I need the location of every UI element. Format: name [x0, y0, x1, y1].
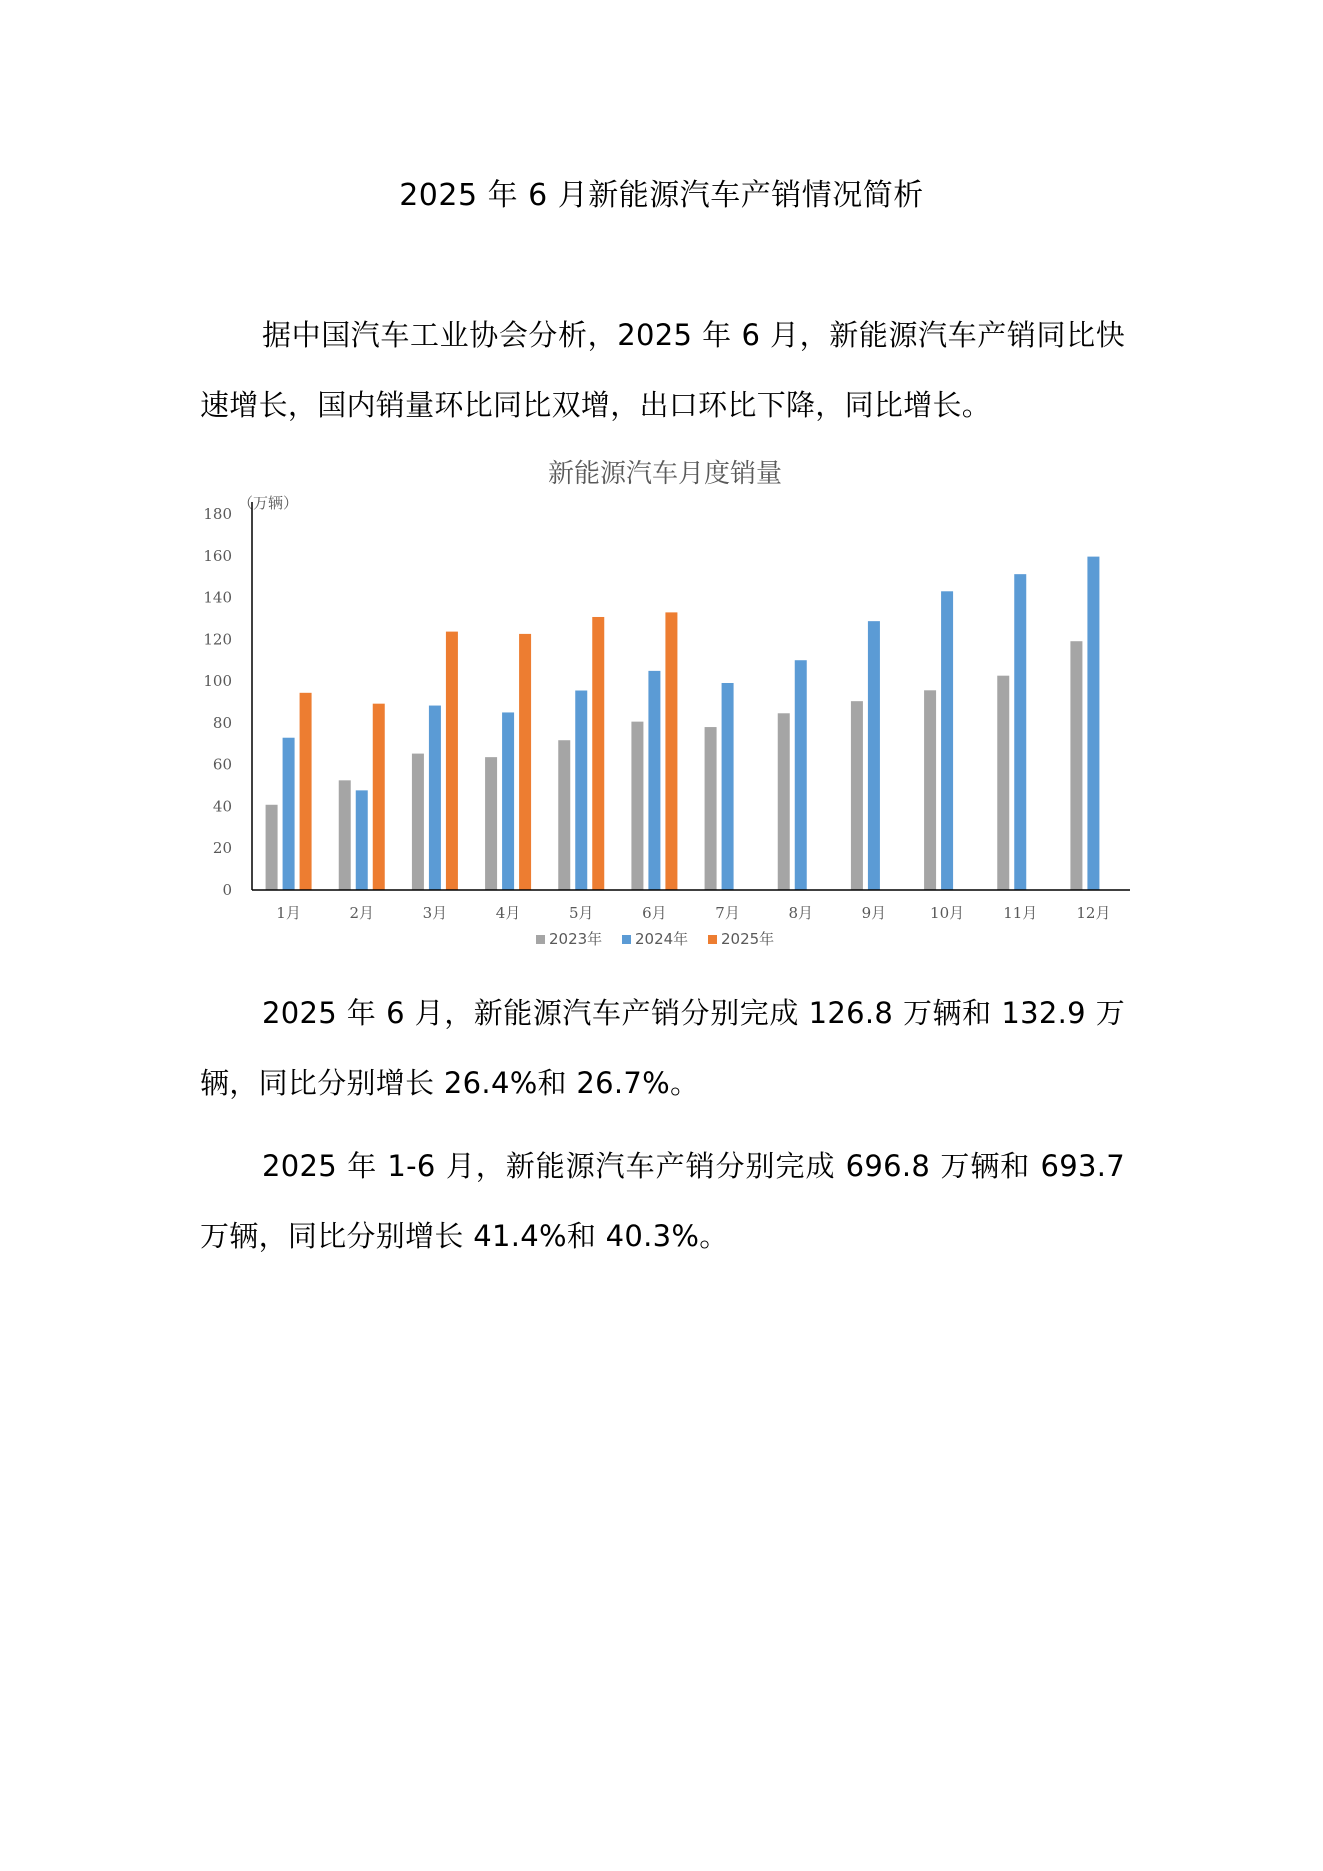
bar-2024年-5月 [575, 691, 587, 890]
y-tick-label: 20 [212, 839, 232, 858]
sales-chart [190, 448, 1150, 968]
x-tick-label: 11月 [1003, 904, 1038, 922]
x-tick-label: 6月 [642, 904, 667, 922]
x-tick-label: 5月 [568, 904, 594, 922]
bar-2025年-1月 [300, 693, 312, 890]
bar-2023年-1月 [266, 805, 278, 890]
bar-2024年-4月 [502, 712, 514, 890]
bar-2023年-11月 [997, 676, 1009, 890]
y-tick-label: 120 [203, 630, 232, 649]
y-tick-label: 60 [212, 755, 232, 774]
bar-2023年-6月 [631, 722, 643, 890]
paragraph-half-year-stats: 2025 年 1-6 月，新能源汽车产销分别完成 696.8 万辆和 693.7 万辆，同比分别增长 41.4%和 40.3%。 [200, 1149, 1125, 1253]
bar-2025年-4月 [519, 634, 531, 890]
legend-label: 2025年 [721, 930, 775, 948]
bar-chart-svg [190, 448, 1150, 968]
paragraph-intro: 据中国汽车工业协会分析，2025 年 6 月，新能源汽车产销同比快速增长，国内销量环比同比双增，出口环比下降，同比增长。 [200, 318, 1125, 422]
legend-swatch-2024年 [622, 935, 631, 944]
bar-2023年-12月 [1070, 641, 1082, 890]
x-tick-label: 8月 [788, 904, 814, 922]
y-tick-label: 80 [212, 713, 232, 732]
legend-label: 2023年 [549, 930, 603, 948]
x-tick-label: 7月 [715, 904, 740, 922]
bar-2025年-5月 [592, 617, 604, 890]
legend-swatch-2023年 [536, 935, 545, 944]
paragraph-june-stats: 2025 年 6 月，新能源汽车产销分别完成 126.8 万辆和 132.9 万辆，同比分别增长 26.4%和 26.7%。 [200, 996, 1125, 1100]
chart-legend [536, 930, 774, 948]
legend-label: 2024年 [635, 930, 689, 948]
bar-2023年-2月 [339, 780, 351, 890]
bar-2023年-9月 [851, 701, 863, 890]
bar-2023年-8月 [778, 713, 790, 890]
bar-2023年-10月 [924, 690, 936, 890]
x-tick-label: 2月 [349, 904, 375, 922]
y-tick-label: 100 [203, 672, 232, 691]
bar-2025年-6月 [665, 612, 677, 890]
bar-2023年-3月 [412, 754, 424, 890]
bar-2024年-12月 [1087, 557, 1099, 890]
bar-2023年-4月 [485, 757, 497, 890]
bar-2023年-5月 [558, 740, 570, 890]
bar-2024年-3月 [429, 706, 441, 890]
bar-2025年-2月 [373, 704, 385, 890]
legend-swatch-2025年 [708, 935, 717, 944]
x-tick-label: 3月 [422, 904, 448, 922]
bar-2024年-8月 [795, 660, 807, 890]
x-tick-label: 9月 [861, 904, 887, 922]
y-axis-unit-label: （万辆） [238, 494, 299, 512]
y-axis-ticks [203, 505, 232, 899]
y-tick-label: 160 [203, 546, 232, 565]
bar-2023年-7月 [705, 727, 717, 890]
y-tick-label: 40 [212, 797, 232, 816]
chart-title: 新能源汽车月度销量 [547, 459, 783, 489]
x-tick-label: 4月 [495, 904, 521, 922]
bar-2024年-11月 [1014, 574, 1026, 890]
bar-2024年-6月 [648, 671, 660, 890]
bar-2024年-1月 [283, 738, 295, 890]
y-tick-label: 140 [203, 588, 232, 607]
bar-2025年-3月 [446, 632, 458, 890]
bar-2024年-10月 [941, 591, 953, 890]
x-tick-label: 12月 [1076, 904, 1111, 922]
bar-2024年-7月 [722, 683, 734, 890]
x-tick-label: 10月 [930, 904, 965, 922]
y-tick-label: 180 [203, 505, 232, 523]
y-tick-label: 0 [222, 881, 232, 899]
x-axis-tick-labels [276, 904, 1110, 922]
bar-2024年-2月 [356, 790, 368, 890]
x-tick-label: 1月 [276, 904, 301, 922]
bar-2024年-9月 [868, 621, 880, 890]
document-title: 2025 年 6 月新能源汽车产销情况简析 [399, 178, 924, 213]
bar-series-group [266, 557, 1100, 890]
